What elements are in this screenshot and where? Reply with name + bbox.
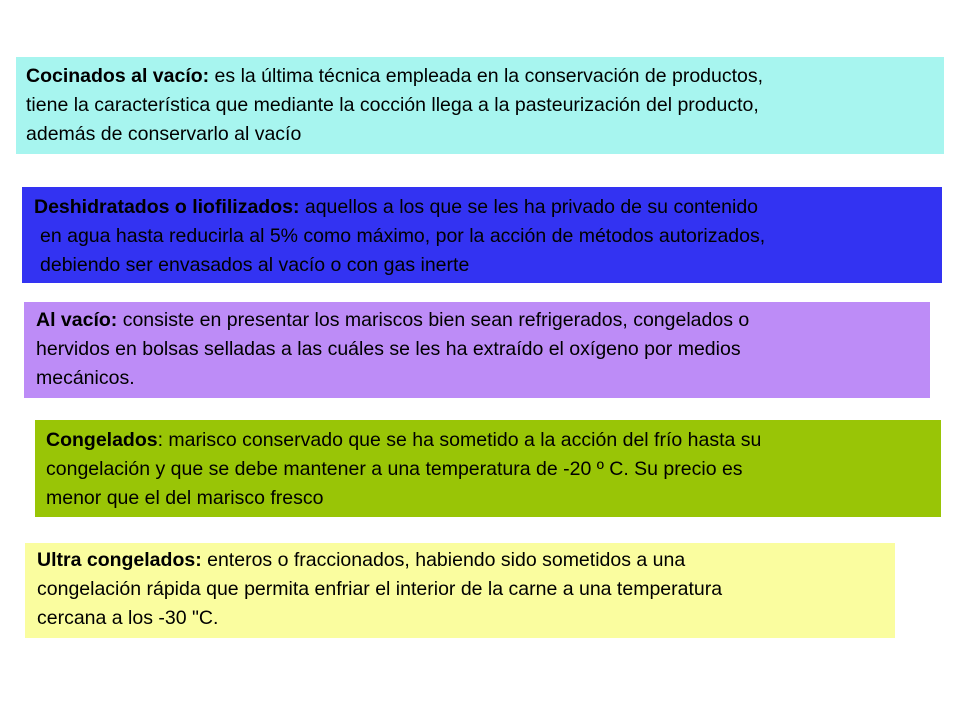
- definition-line-3: además de conservarlo al vacío: [26, 123, 302, 145]
- definition-term: Al vacío:: [36, 309, 118, 331]
- definition-line-2: hervidos en bolsas selladas a las cuáles se les ha extraído el oxígeno por medios: [36, 338, 741, 360]
- definition-line-1: [36, 306, 930, 335]
- definition-line-1: [26, 62, 944, 91]
- definition-box-ultra-congelados: [25, 543, 895, 638]
- definition-term: Congelados: [46, 429, 158, 451]
- definition-term: Deshidratados o liofilizados:: [34, 196, 300, 218]
- definition-box-cocinados-al-vacio: [16, 57, 944, 154]
- definition-line-1: [46, 426, 941, 455]
- definition-term: Ultra congelados:: [37, 549, 202, 571]
- definition-line-3: menor que el del marisco fresco: [46, 487, 324, 509]
- definition-term: Cocinados al vacío:: [26, 65, 210, 87]
- definition-text: enteros o fraccionados, habiendo sido sometidos a una: [201, 549, 686, 571]
- definition-text: aquellos a los que se les ha privado de su contenido: [299, 196, 759, 218]
- definition-box-deshidratados: [22, 187, 942, 283]
- definition-line-2: congelación rápida que permita enfriar el interior de la carne a una temperatura: [37, 578, 723, 600]
- definition-line-3: cercana a los -30 "C.: [37, 607, 219, 629]
- definition-box-congelados: [35, 420, 941, 517]
- definition-text: consiste en presentar los mariscos bien sean refrigerados, congelados o: [117, 309, 750, 331]
- definition-line-2: tiene la característica que mediante la cocción llega a la pasteurización del producto,: [26, 94, 759, 116]
- definition-line-1: [34, 193, 942, 222]
- definition-line-3: debiendo ser envasados al vacío o con gas inerte: [40, 254, 470, 276]
- definition-line-3: mecánicos.: [36, 367, 135, 389]
- definition-line-2: en agua hasta reducirla al 5% como máximo, por la acción de métodos autorizados,: [40, 225, 766, 247]
- definition-line-1: [37, 546, 895, 575]
- definition-line-2: congelación y que se debe mantener a una temperatura de -20 º C. Su precio es: [46, 458, 743, 480]
- definition-text: es la última técnica empleada en la conservación de productos,: [209, 65, 764, 87]
- definition-box-al-vacio: [24, 302, 930, 398]
- definition-text: : marisco conservado que se ha sometido a la acción del frío hasta su: [157, 429, 762, 451]
